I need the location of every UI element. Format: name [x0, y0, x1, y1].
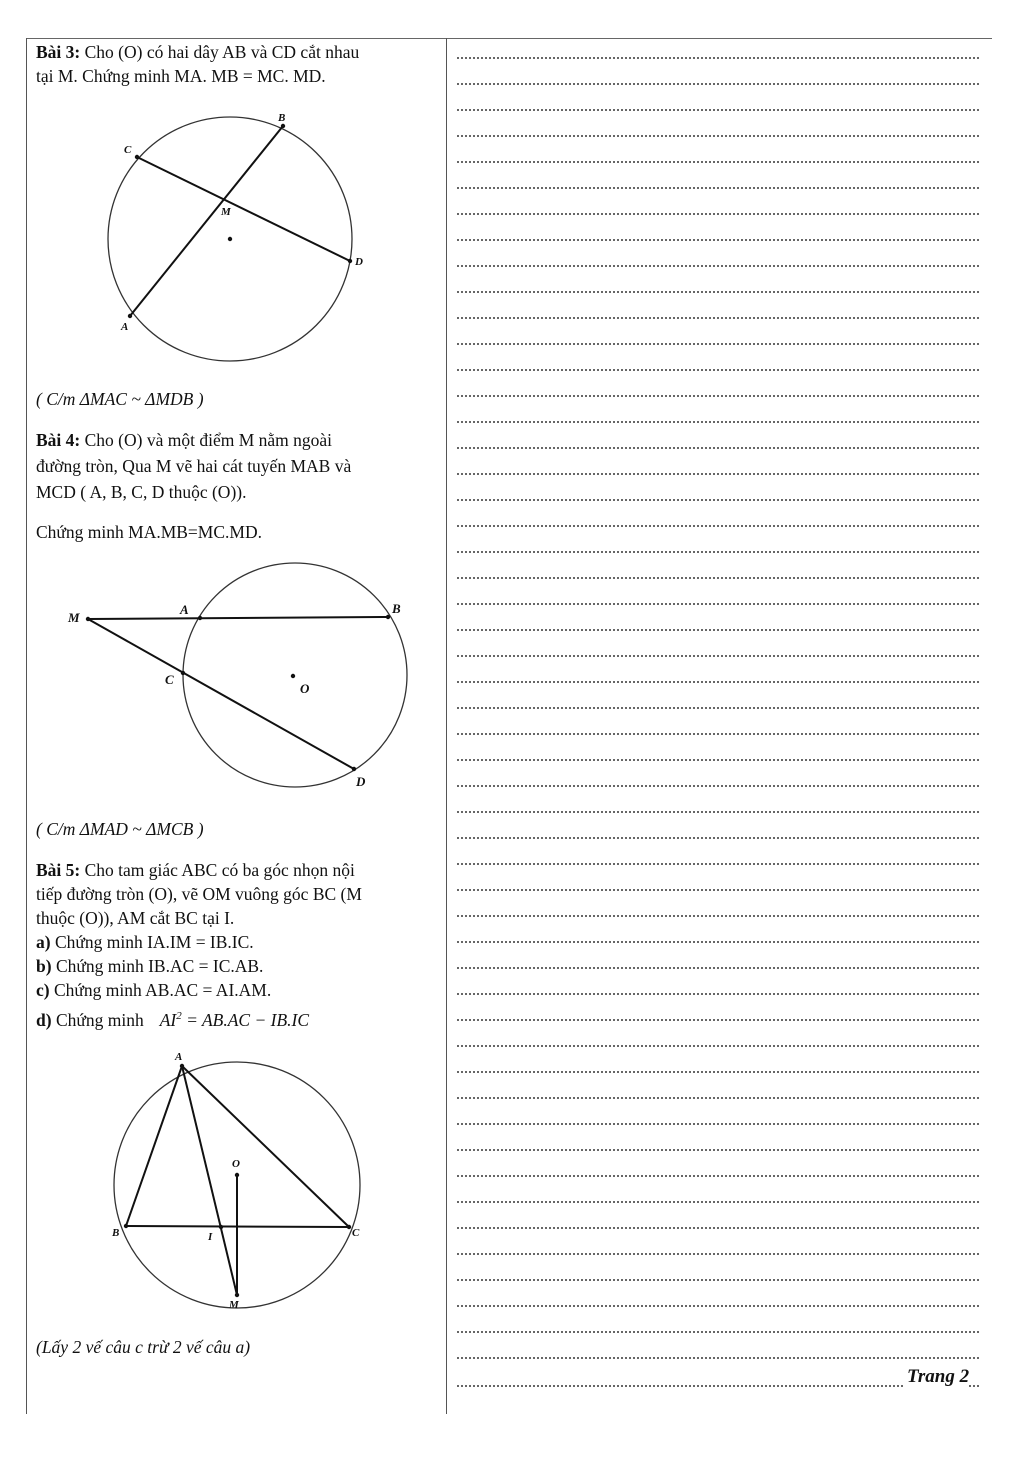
answer-line — [457, 213, 979, 215]
page-number: Trang 2 — [907, 1366, 970, 1387]
bai3-statement-line2: tại M. Chứng minh MA. MB = MC. MD. — [36, 66, 326, 86]
bai5-formula: $AI^2 = AB.AC - IB.IC$ — [159, 1009, 310, 1030]
bai5-statement-line2: tiếp đường tròn (O), vẽ OM vuông góc BC (M — [36, 884, 362, 904]
answer-line — [457, 343, 979, 345]
bai4-label-m: M — [68, 610, 80, 625]
bai5-side-ac — [182, 1066, 349, 1227]
answer-line — [457, 499, 979, 501]
answer-line — [457, 291, 979, 293]
bai3-label-d: D — [355, 256, 363, 268]
bai4-label: Bài 4: — [36, 430, 81, 450]
answer-line — [457, 1201, 979, 1203]
bai3-label-b: B — [278, 112, 286, 124]
answer-line — [457, 655, 979, 657]
answer-line — [457, 1149, 979, 1151]
answer-line — [457, 837, 979, 839]
bai5-center-dot — [235, 1173, 239, 1177]
answer-line — [457, 811, 979, 813]
answer-line — [457, 759, 979, 761]
bai3-label-c: C — [124, 144, 132, 156]
answer-line — [457, 239, 979, 241]
answer-line — [457, 135, 979, 137]
answer-line — [457, 1305, 979, 1307]
answer-line — [457, 1331, 979, 1333]
answer-line — [457, 941, 979, 943]
bai4-label-c: C — [165, 672, 174, 687]
answer-line — [457, 1175, 979, 1177]
answer-line — [457, 967, 979, 969]
bai4-statement-line2: đường tròn, Qua M vẽ hai cát tuyến MAB và — [36, 456, 352, 476]
answer-line — [457, 525, 979, 527]
bai4-label-d: D — [356, 774, 366, 789]
answer-line — [457, 109, 979, 111]
bai5-label: Bài 5: — [36, 860, 81, 880]
bai4-statement-line3: MCD ( A, B, C, D thuộc (O)). — [36, 482, 247, 502]
answer-line — [457, 317, 979, 319]
answer-line — [457, 1123, 979, 1125]
bai3-label-a: A — [121, 321, 129, 333]
answer-line — [457, 421, 979, 423]
bai3-hint: ( C/m ΔMAC ~ ΔMDB ) — [36, 389, 204, 409]
answer-line — [457, 1097, 979, 1099]
bai5-part-d: d) Chứng minh $AI^2 = AB.AC - IB.IC$ — [36, 1009, 310, 1030]
bai5-part-c: c) Chứng minh AB.AC = AI.AM. — [36, 980, 272, 1000]
answer-line — [457, 447, 979, 449]
bai4-label-b: B — [392, 601, 401, 616]
bai3-label-m: M — [221, 206, 231, 218]
bai5-label-m: M — [229, 1299, 239, 1311]
answer-line — [457, 161, 979, 163]
answer-line — [457, 395, 979, 397]
answer-line — [457, 1227, 979, 1229]
bai5-label-c: C — [352, 1227, 360, 1239]
answer-line — [457, 629, 979, 631]
bai5-label-b: B — [112, 1227, 120, 1239]
bai5-hint: (Lấy 2 vế câu c trừ 2 vế câu a) — [36, 1337, 251, 1357]
bai4-statement-line1: Bài 4: Cho (O) và một điểm M nằm ngoài — [36, 430, 333, 450]
bai3-statement-line1: Bài 3: Cho (O) có hai dây AB và CD cắt nhau — [36, 42, 360, 62]
answer-line — [457, 577, 979, 579]
answer-line — [457, 785, 979, 787]
answer-line — [457, 187, 979, 189]
bai4-statement-line4: Chứng minh MA.MB=MC.MD. — [36, 522, 262, 542]
answer-line — [457, 1357, 979, 1359]
bai5-label-o: O — [232, 1158, 240, 1170]
bai5-side-ab — [126, 1066, 182, 1226]
answer-line — [457, 915, 979, 917]
bai5-part-a: a) Chứng minh IA.IM = IB.IC. — [36, 932, 254, 952]
answer-line — [457, 83, 979, 85]
bai4-hint: ( C/m ΔMAD ~ ΔMCB ) — [36, 819, 204, 839]
bai5-statement-line3: thuộc (O)), AM cắt BC tại I. — [36, 908, 235, 928]
bai5-statement-line1: Bài 5: Cho tam giác ABC có ba góc nhọn nội — [36, 860, 355, 880]
answer-line — [457, 863, 979, 865]
answer-line — [457, 1279, 979, 1281]
answer-line — [457, 369, 979, 371]
bai5-label-i: I — [208, 1231, 213, 1243]
bai5-part-b: b) Chứng minh IB.AC = IC.AB. — [36, 956, 264, 976]
bai4-label-a: A — [180, 602, 189, 617]
answer-line — [457, 1253, 979, 1255]
answer-line — [457, 993, 979, 995]
answer-line — [457, 681, 979, 683]
bai3-label: Bài 3: — [36, 42, 81, 62]
answer-line — [457, 603, 979, 605]
answer-line — [457, 1019, 979, 1021]
bai5-segment-am — [182, 1066, 237, 1295]
answer-line — [457, 1045, 979, 1047]
answer-line — [457, 473, 979, 475]
bai4-label-o: O — [300, 681, 310, 696]
answer-line — [457, 889, 979, 891]
answer-line — [457, 551, 979, 553]
answer-line — [457, 1385, 979, 1387]
answer-line — [457, 707, 979, 709]
bai5-label-a: A — [175, 1051, 183, 1063]
answer-line — [457, 733, 979, 735]
answer-line — [457, 265, 979, 267]
answer-line — [457, 57, 979, 59]
answer-line — [457, 1071, 979, 1073]
